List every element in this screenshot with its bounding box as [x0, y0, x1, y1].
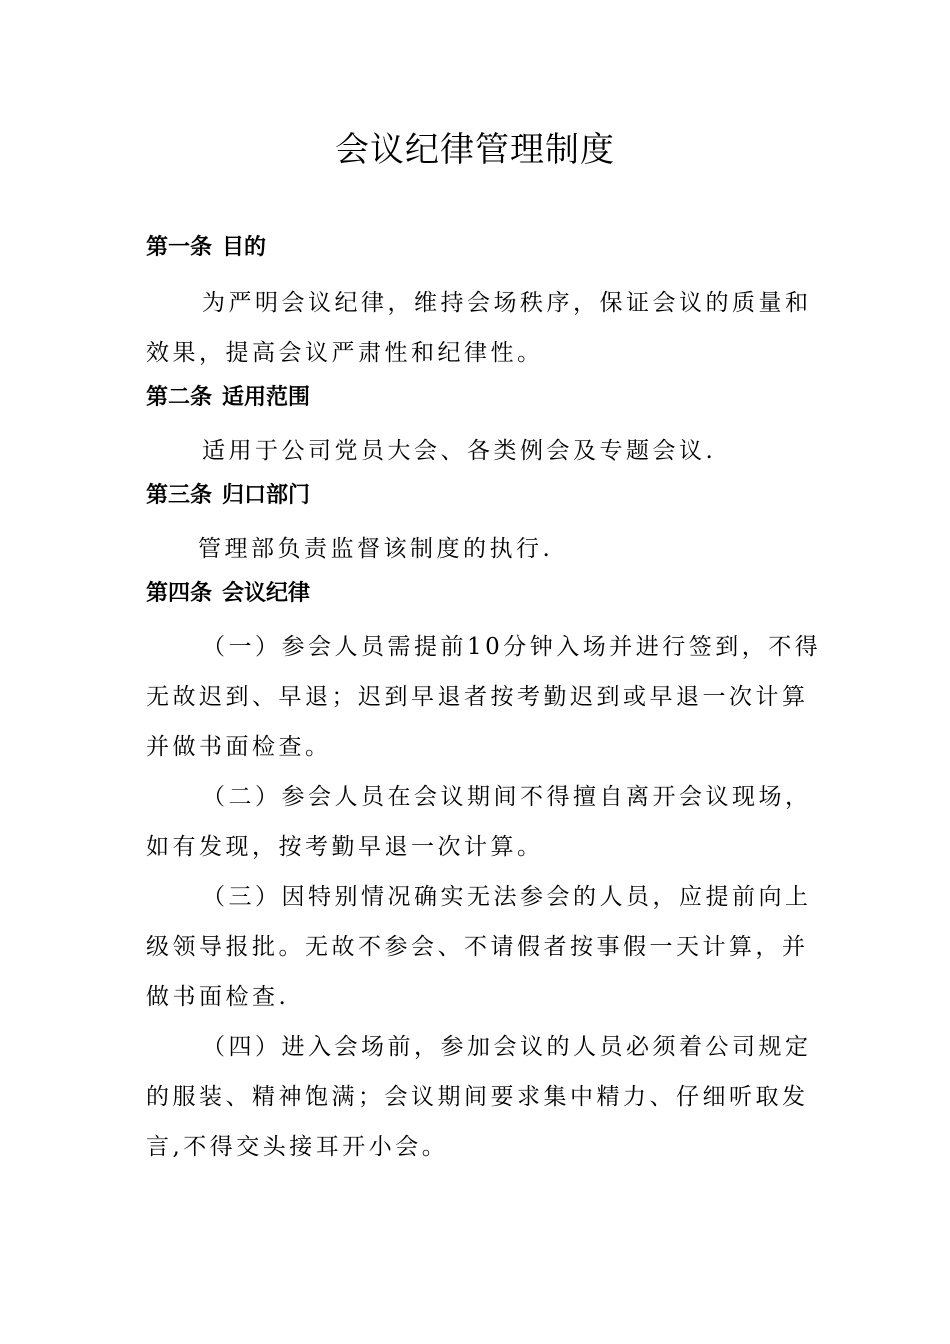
section-heading-1	[146, 228, 808, 268]
text-line: 言,不得交头接耳开小会。	[146, 1134, 449, 1160]
text-line: 并做书面检查。	[146, 734, 332, 760]
text-line: 为严明会议纪律，维持会场秩序，保证会议的质量和	[202, 290, 812, 316]
text-line: （四）进入会场前，参加会议的人员必须着公司规定	[202, 1034, 812, 1060]
section-1-paragraph-1	[146, 278, 812, 378]
section-number: 第三条	[146, 483, 213, 508]
section-2-paragraph-1	[146, 426, 808, 476]
section-heading-4	[146, 574, 808, 614]
section-4-paragraph-4	[146, 1022, 812, 1172]
text-line: （三）因特别情况确实无法参会的人员，应提前向上	[202, 884, 812, 910]
section-3-paragraph-1	[146, 524, 808, 574]
text-line: 如有发现，按考勤早退一次计算。	[146, 834, 544, 860]
section-heading-3	[146, 476, 808, 516]
section-number: 第二条	[146, 385, 213, 410]
text-line: 适用于公司党员大会、各类例会及专题会议.	[202, 438, 717, 464]
section-heading-2	[146, 378, 808, 418]
text-line: 效果，提高会议严肃性和纪律性。	[146, 340, 544, 366]
section-4-paragraph-1	[146, 622, 822, 772]
text-line: 做书面检查.	[146, 984, 290, 1010]
section-4-paragraph-2	[146, 772, 812, 872]
document-title: 会议纪律管理制度	[335, 130, 615, 170]
section-number: 第一条	[146, 235, 213, 260]
text-line: 的服装、精神饱满；会议期间要求集中精力、仔细听取发	[146, 1084, 809, 1110]
section-name: 适用范围	[222, 385, 311, 410]
section-name: 归口部门	[222, 483, 311, 508]
document-body	[146, 228, 822, 1172]
section-4-paragraph-3	[146, 872, 812, 1022]
text-line: 无故迟到、早退；迟到早退者按考勤迟到或早退一次计算	[146, 684, 809, 710]
text-line: （二）参会人员在会议期间不得擅自离开会议现场，	[202, 784, 812, 810]
text-line: 级领导报批。无故不参会、不请假者按事假一天计算，并	[146, 934, 809, 960]
section-number: 第四条	[146, 581, 213, 606]
text-line: （一）参会人员需提前10分钟入场并进行签到，不得	[202, 634, 822, 660]
section-name: 会议纪律	[222, 581, 311, 606]
text-line: 管理部负责监督该制度的执行.	[198, 536, 554, 562]
section-name: 目的	[222, 235, 267, 260]
